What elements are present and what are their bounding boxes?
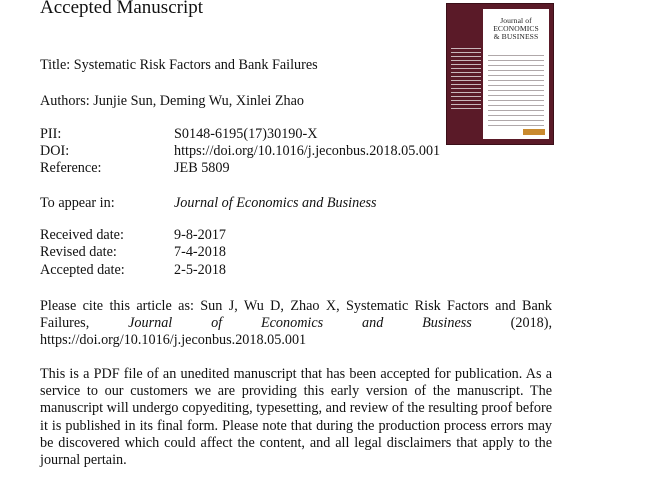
reference-label: Reference: [40,160,102,176]
cover-title-line2: ECONOMICS [493,24,539,33]
revised-label: Revised date: [40,244,117,260]
doi-label: DOI: [40,143,70,159]
received-label: Received date: [40,227,124,243]
pii-label: PII: [40,126,62,142]
authors-line: Authors: Junjie Sun, Deming Wu, Xinlei Zhao [40,93,304,109]
journal-name: Journal of Economics and Business [174,195,377,211]
citation-suffix: (2018), https://doi.org/10.1016/j.jeconbus.2018.05.001 [40,315,553,349]
accepted-date: 2-5-2018 [174,262,227,278]
page-heading: Accepted Manuscript [40,0,204,18]
cover-title [483,17,549,41]
citation-journal: Journal of Economics and Business [128,315,472,332]
article-title: Title: Systematic Risk Factors and Bank Failures [40,57,318,73]
received-date: 9-8-2017 [174,227,227,243]
cover-title-line1: Journal of [500,16,532,25]
pii-value: S0148-6195(17)30190-X [174,126,318,142]
journal-cover-image [446,3,554,145]
notice-paragraph: This is a PDF file of an unedited manuscript that has been accepted for publication. As a service to our customers we are providing this early version of the manuscript. The manuscript will undergo copyediting, typesetting, and review of the resulting proof before it is published in its final form. Please note that during the production process errors may be discovered which could affect the content, and all legal disclaimers that apply to the journal pertain. [40,366,552,469]
doi-value[interactable]: https://doi.org/10.1016/j.jeconbus.2018.05.001 [174,143,441,159]
revised-date: 7-4-2018 [174,244,227,260]
appear-label: To appear in: [40,195,115,211]
reference-value: JEB 5809 [174,160,230,176]
citation-paragraph [40,298,552,350]
accepted-label: Accepted date: [40,262,125,278]
cover-title-line3: & BUSINESS [493,32,539,41]
citation-prefix: Please cite this article as: Sun J, Wu D, Zhao X, Systematic Risk Factors and Bank Failures, [40,298,552,332]
publisher-logo [523,129,545,135]
cover-contents-list [488,55,544,130]
cover-contents-strip [451,48,481,138]
cover-panel [483,9,549,139]
